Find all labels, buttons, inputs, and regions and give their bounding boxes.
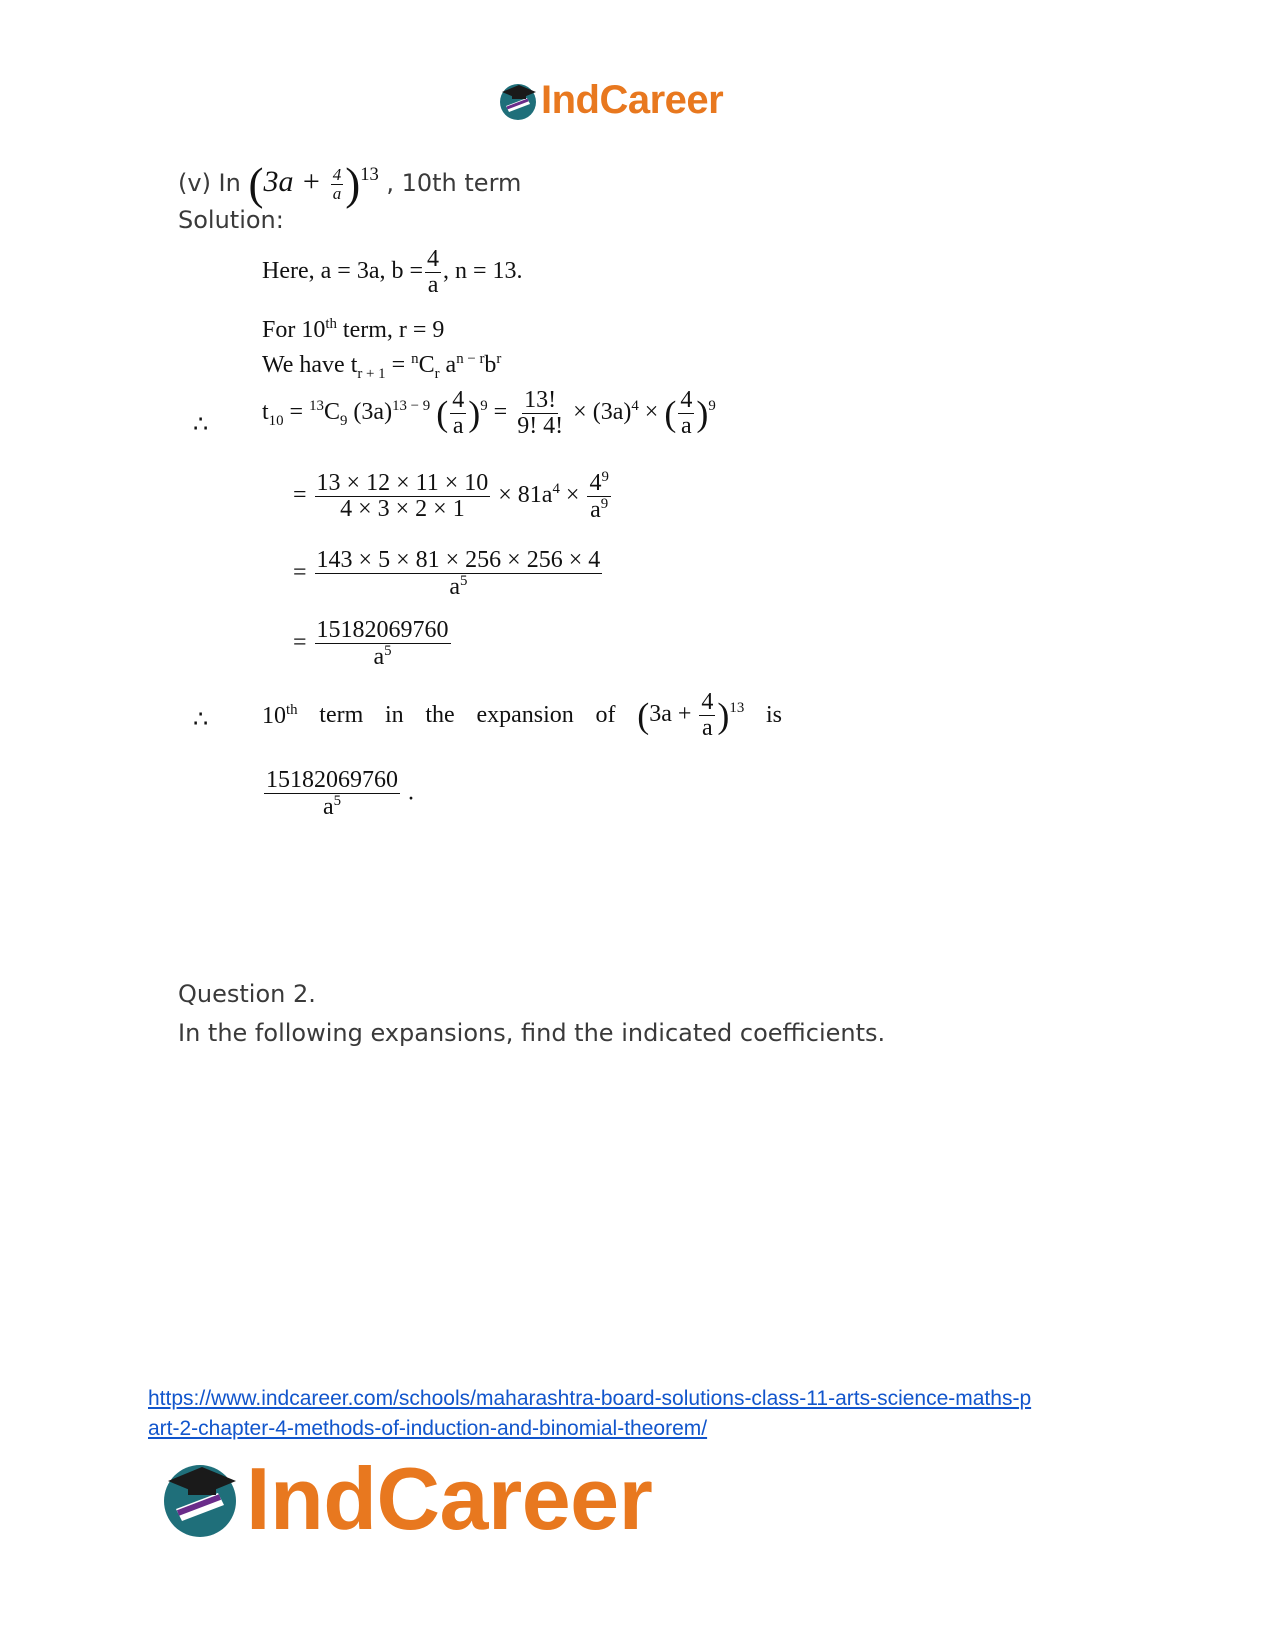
step-product: = $\frac{13 \times 12 \times 11 \times 10}{4 \times 3 \times 2 \times 1}$ × $81a^4$ × $\frac{4^9}{a^9}$ [293,469,609,524]
problem-expression: (3a + $\frac{4}{a}$ )$^{13}$ [248,159,379,209]
solution-label: Solution: [178,206,284,234]
footer-brand-text: IndCareer [246,1449,653,1548]
therefore-symbol-1: ∴ [193,412,209,438]
footer-link-block [148,1384,1031,1444]
step-here: Here, a = 3a, b = $\frac{4}{a}$ , n = 13. [262,246,523,299]
header-logo [497,78,723,123]
graduation-cap-logo-icon [497,80,539,122]
step-for-term: For 10th term, r = 9 [262,316,445,343]
conclusion-answer: $\frac{15182069760}{a^5}$ . [266,767,414,821]
step-t10: $t_{10} = ^{13}C_9$ $(3a)^{13 - 9}$ ( $\frac{4}{a}$ )$^9$ = $\frac{13!}{9! 4!}$ × $(3a)^4$ × ( $\frac{4}{a}$ )$^9$ [262,387,716,440]
question-title: Question 2. [178,980,316,1008]
step-general-term: We have $t_{r + 1} = ^nC_r$ $a^{n - r}b^r$ [262,351,502,382]
conclusion-expression: (3a + $\frac{4}{a}$ )$^{13}$ [637,689,745,742]
footer-url-link[interactable]: https://www.indcareer.com/schools/maharashtra-board-solutions-class-11-arts-science-maths-p art-2-chapter-4-methods-of-induction-and-binomial-theorem/ [148,1387,1032,1440]
step-value: = $\frac{15182069760}{a^5}$ [293,617,449,671]
step-simplified: = $\frac{143 \times 5 \times 81 \times 256 \times 256 \times 4}{a^5}$ [293,547,601,601]
cut-off-formula-fragment [390,1054,436,1060]
footer-logo [158,1448,652,1550]
question-text: In the following expansions, find the indicated coefficients. [178,1019,886,1047]
problem-label [178,158,521,210]
header-brand-text: IndCareer [541,78,724,122]
problem-suffix: , 10th term [386,168,522,197]
therefore-symbol-2: ∴ [193,707,209,733]
conclusion-line: 10th term in the expansion of (3a + $\frac{4}{a}$ )$^{13}$ is [262,689,782,742]
graduation-cap-logo-icon [158,1457,242,1541]
problem-prefix: (v) In [178,168,241,197]
